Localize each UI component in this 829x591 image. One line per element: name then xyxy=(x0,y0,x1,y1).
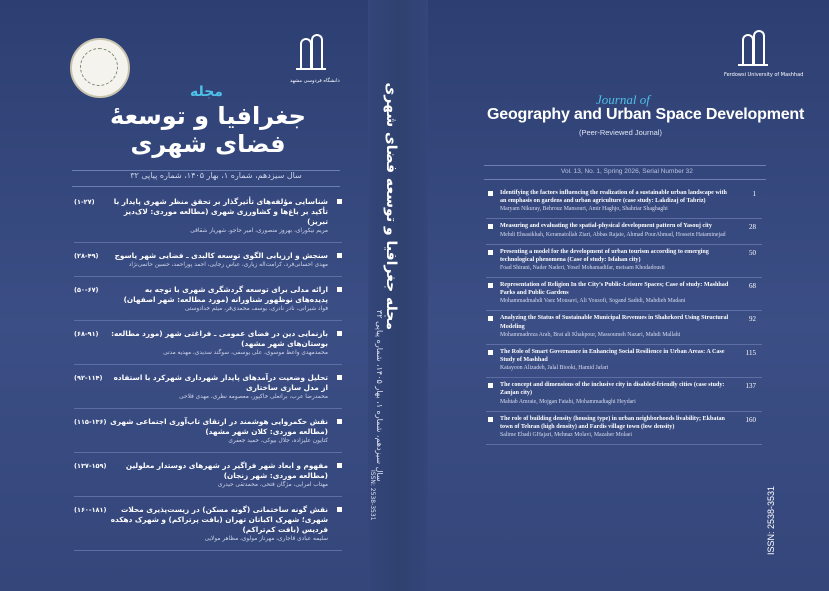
article-page: 160 xyxy=(745,415,756,424)
journal-of-label: Journal of xyxy=(596,92,650,107)
article-pages: (۲۸-۴۹) xyxy=(74,252,99,260)
english-contents-list xyxy=(486,186,762,445)
article-authors: مهتاب امرایی، مژگان فتحی، محمدتقی حیدری xyxy=(217,482,328,488)
peer-reviewed-label: (Peer-Reviewed Journal) xyxy=(579,128,662,137)
persian-article-item xyxy=(74,194,342,243)
spine-issue: سال سیزدهم، شماره ۱، بهار ۱۴۰۵، شماره پیاپی ۳۲ xyxy=(375,310,384,482)
article-authors: محمدرضا عرب، براتعلی خاکپور، معصومه نظری، مهدی فلاحی xyxy=(179,394,328,400)
english-article-item xyxy=(486,378,762,411)
bullet-icon xyxy=(488,191,493,196)
article-title: بازنمایی دین در فضای عمومی ـ فراغتی شهر (مورد مطالعه: بوستان‌های شهر مشهد) xyxy=(111,329,328,348)
persian-article-item xyxy=(74,248,342,277)
article-title: مفهوم و ابعاد شهر فراگیر در شهرهای دوستدار معلولین (مطالعه موردی: شهر زنجان) xyxy=(125,461,328,480)
article-title: نقش گونه ساختمانی (گونه مسکن) در زیست‌پذیری محلات شهری؛ شهرک اکباتان تهران (بافت پرتراکم) و شهرک دهکده فردیس (بافت کم‌تراکم) xyxy=(110,505,328,534)
english-article-item xyxy=(486,278,762,311)
article-pages: (۱۱۵-۱۳۶) xyxy=(74,418,107,426)
article-title: Analyzing the Status of Sustainable Municipal Revenues in Shahrkord Using Structural Modeling xyxy=(500,315,729,330)
majalle-label: مجله xyxy=(190,84,223,100)
persian-issue-line: سال سیزدهم، شماره ۱، بهار ۱۴۰۵، شماره پیاپی ۳۲ xyxy=(130,171,302,180)
article-authors: Salime Ebadi GHajari, Mehnaz Molavi, Mazaher Molaei xyxy=(500,432,632,439)
english-journal-title: Geography and Urban Space Development xyxy=(487,106,805,123)
persian-contents-list xyxy=(74,194,342,556)
article-authors: محمدمهدی واعظ موسوی، علی یوسفی، سوگند سدیدی، مهدیه مدنی xyxy=(163,350,328,356)
bullet-icon xyxy=(337,419,342,424)
article-authors: Maryam Nikuray, Behrouz Mansouri, Amir Haghjo, Shahriar Shaghaghi xyxy=(500,206,668,213)
persian-article-item xyxy=(74,502,342,551)
article-authors: Mohammadreza Arab, Brat ali Khakpour, Massoumeh Nazari, Mahdi Mallahi xyxy=(500,331,681,338)
article-authors: Mahtab Amraie, Mojgan Fatahi, Mohammadtaghi Heydari xyxy=(500,398,636,405)
article-pages: (۱-۲۷) xyxy=(74,198,95,206)
article-title: نقش حکمروایی هوشمند در ارتقای تاب‌آوری اجتماعی شهری (مطالعه موردی: کلان شهر مشهد) xyxy=(110,417,328,436)
bullet-icon xyxy=(337,463,342,468)
article-authors: کتایون علیزاده، جلال بیوکی، حمید جعفری xyxy=(228,438,328,444)
bullet-icon xyxy=(337,375,342,380)
article-authors: Katayoon Alizadeh, Jalal Biooki, Hamid Jafari xyxy=(500,365,609,372)
bullet-icon xyxy=(337,507,342,512)
article-title: Measuring and evaluating the spatial-physical development pattern of Yasouj city xyxy=(500,223,712,230)
article-title: The role of building density (housing type) in urban neighborhoods livability; Ekbatan town of Tehran (high density) and Fardis village town (low density) xyxy=(500,415,725,430)
english-article-item xyxy=(486,219,762,244)
spine-title: مجله جغرافیا و توسعه فضای شهری xyxy=(383,82,399,330)
article-pages: (۱۶۰-۱۸۱) xyxy=(74,506,107,514)
article-authors: Foad Shirani, Nader Naderi, Yosef Mohamadifar, meisam Khodadousti xyxy=(500,265,665,272)
bullet-icon xyxy=(488,417,493,422)
article-pages: (۵۰-۶۷) xyxy=(74,286,99,294)
article-title: The concept and dimensions of the inclusive city in disabled-friendly cities (case study: Zanjan city) xyxy=(500,382,725,397)
bullet-icon xyxy=(337,287,342,292)
article-pages: (۶۸-۹۱) xyxy=(74,330,99,338)
article-page: 68 xyxy=(749,282,756,291)
article-title: ارائه مدلی برای توسعه گردشگری شهری با توجه به پدیده‌های نوظهور شناورانه (مورد مطالعه: شهر اصفهان) xyxy=(123,285,328,304)
article-page: 50 xyxy=(749,248,756,257)
article-authors: Mehdi Ehsasikhah, Keramatollah Ziari, Abbas Rajaie, Ahmad PourAhmad, Hossein Hataminejad xyxy=(500,231,726,238)
bullet-icon xyxy=(337,253,342,258)
article-authors: Mohammadmahdi Vaez Mousavi, Ali Yousofi, Sogand Sadidi, Mahdieh Madani xyxy=(500,298,686,305)
article-authors: مهدی احسانی‌فرد، کرامت‌اله زیاری، عباس رجایی، احمد پوراحمد، حسین حاتمی‌نژاد xyxy=(128,262,328,268)
article-page: 115 xyxy=(745,348,756,357)
english-article-item xyxy=(486,345,762,378)
article-title: تحلیل وضعیت درآمدهای پایدار شهرداری شهرکرد با استفاده از مدل سازی ساختاری xyxy=(113,373,328,392)
bullet-icon xyxy=(488,283,493,288)
university-caption-en: Ferdowsi University of Mashhad xyxy=(724,72,804,78)
bullet-icon xyxy=(488,383,493,388)
bullet-icon xyxy=(337,331,342,336)
persian-article-item xyxy=(74,282,342,321)
article-pages: (۱۳۷-۱۵۹) xyxy=(74,462,107,470)
persian-article-item xyxy=(74,414,342,453)
persian-article-item xyxy=(74,326,342,365)
university-logo-icon xyxy=(738,30,768,70)
english-article-item xyxy=(486,186,762,219)
bullet-icon xyxy=(488,250,493,255)
article-title: شناسایی مؤلفه‌های تأثیرگذار بر تحقق منظر شهری پایدار با تأکید بر باغ‌ها و کشاورزی شهری (مطالعه موردی: لاک‌دیز تبریز) xyxy=(113,197,328,226)
article-title: Presenting a model for the development of urban tourism according to emerging technological phenomena (Case of study: Isfahan city) xyxy=(500,248,709,263)
bullet-icon xyxy=(488,316,493,321)
english-article-item xyxy=(486,245,762,278)
university-logo-icon xyxy=(296,34,326,74)
spine-issn: ISSN: 2538-3531 xyxy=(369,470,376,521)
university-caption-fa: دانشگاه فردوسی مشهد xyxy=(290,78,340,84)
article-page: 1 xyxy=(752,190,756,198)
article-page: 137 xyxy=(745,382,756,391)
bullet-icon xyxy=(488,224,493,229)
persian-journal-title: جغرافیا و توسعهٔ فضای شهری xyxy=(110,102,306,158)
article-authors: مریم نیکورای، بهروز منصوری، امیر حاجو، شهریار شقاقی xyxy=(190,228,328,234)
article-authors: سلیمه عبادی قاجاری، مهرناز مولوی، مظاهر مولایی xyxy=(204,536,328,542)
article-title: Identifying the factors influencing the realization of a sustainable urban landscape with an emphasis on gardens and urban agriculture (case study: Lakdizaj of Tabriz) xyxy=(500,190,727,205)
article-page: 28 xyxy=(749,223,756,232)
english-article-item xyxy=(486,311,762,344)
persian-article-item xyxy=(74,458,342,497)
seal-icon xyxy=(70,38,130,98)
issn-number: ISSN: 2538-3531 xyxy=(766,485,776,555)
article-title: سنجش و ارزیابی الگوی توسعه کالبدی ـ فضایی شهر یاسوج xyxy=(114,251,328,260)
persian-article-item xyxy=(74,370,342,409)
bullet-icon xyxy=(337,199,342,204)
english-issue-line: Vol. 13, No. 1, Spring 2026, Serial Number 32 xyxy=(561,168,693,175)
article-title: Representation of Religion In the City’s Public-Leisure Spaces; Case of study: Mashhad Parks and Public Gardens xyxy=(500,282,729,297)
article-page: 92 xyxy=(749,315,756,324)
bullet-icon xyxy=(488,350,493,355)
article-authors: فواد شیرانی، نادر نادری، یوسف محمدی‌فر، میثم خدادوستی xyxy=(184,306,328,312)
article-title: The Role of Smart Governance in Enhancing Social Resilience in Urban Areas: A Case Study of Mashhad xyxy=(500,348,725,364)
english-article-item xyxy=(486,412,762,445)
article-pages: (۹۲-۱۱۴) xyxy=(74,374,103,382)
